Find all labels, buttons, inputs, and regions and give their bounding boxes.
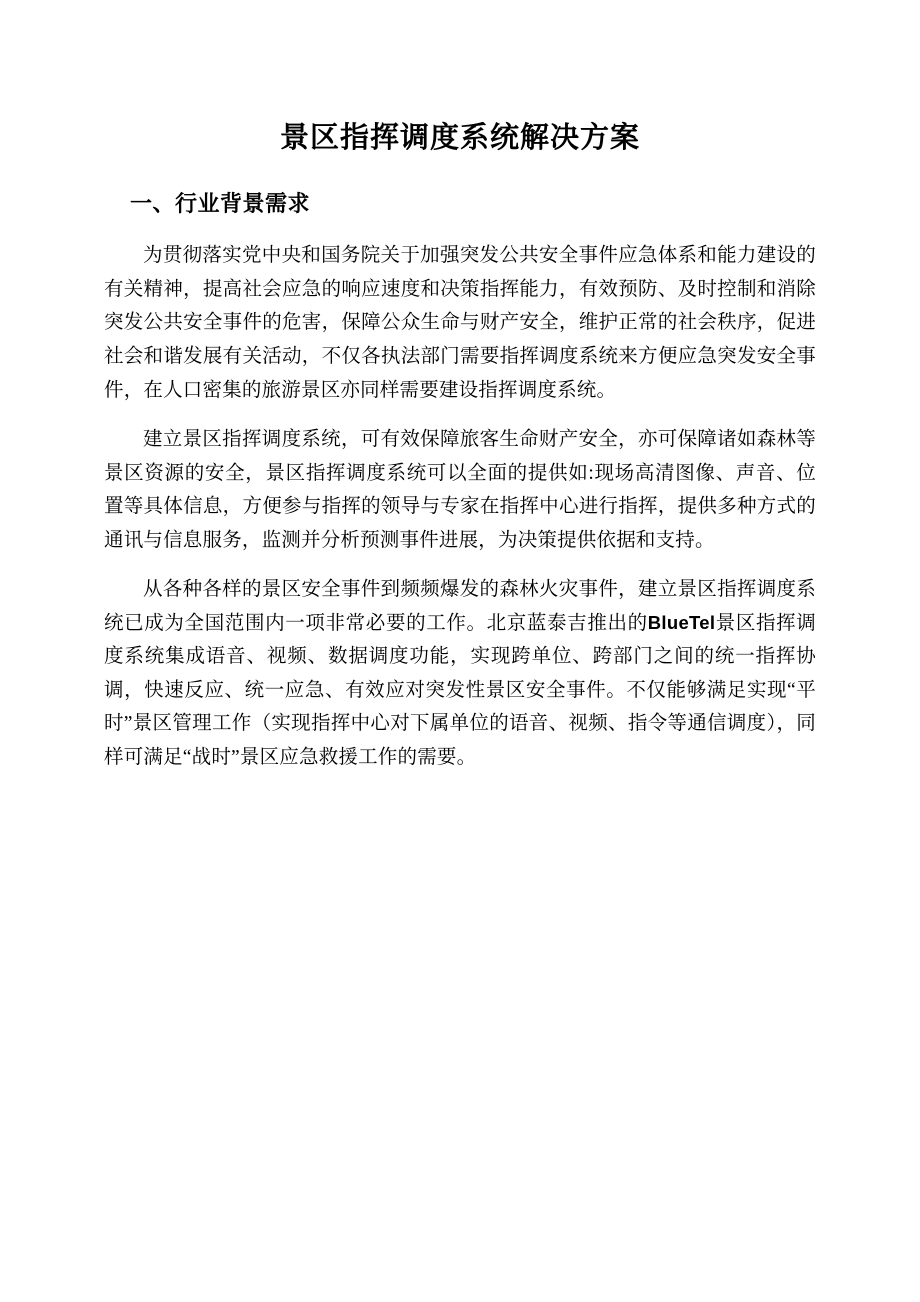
- paragraph-policy-background: 为贯彻落实党中央和国务院关于加强突发公共安全事件应急体系和能力建设的有关精神，提高社会应急的响应速度和决策指挥能力，有效预防、及时控制和消除突发公共安全事件的危害，保障公众生命与财产安全，维护正常的社会秩序，促进社会和谐发展有关活动，不仅各执法部门需要指挥调度系统来方便应急突发安全事件，在人口密集的旅游景区亦同样需要建设指挥调度系统。: [104, 245, 816, 401]
- document-title: 景区指挥调度系统解决方案: [279, 122, 640, 154]
- brand-name-bluetel: BlueTel: [647, 611, 716, 633]
- paragraph-product-introduction: [104, 573, 816, 774]
- paragraph-product-intro-after: 景区指挥调度系统集成语音、视频、数据调度功能，实现跨单位、跨部门之间的统一指挥协调，快速反应、统一应急、有效应对突发性景区安全事件。不仅能够满足实现“平时”景区管理工作（实现指挥中心对下属单位的语音、视频、指令等通信调度），同样可满足“战时”景区应急救援工作的需要。: [104, 612, 816, 768]
- section-heading-background-requirements: 一、行业背景需求: [130, 190, 311, 216]
- paragraph-product-intro-before: 从各种各样的景区安全事件到频频爆发的森林火灾事件，建立景区指挥调度系统已成为全国范围内一项非常必要的工作。北京蓝泰吉推出的: [104, 579, 816, 634]
- section-body: [104, 239, 816, 774]
- paragraph-system-benefits: 建立景区指挥调度系统，可有效保障旅客生命财产安全，亦可保障诸如森林等景区资源的安全，景区指挥调度系统可以全面的提供如:现场高清图像、声音、位置等具体信息，方便参与指挥的领导与专家在指挥中心进行指挥，提供多种方式的通讯与信息服务，监测并分析预测事件进展，为决策提供依据和支持。: [104, 429, 816, 551]
